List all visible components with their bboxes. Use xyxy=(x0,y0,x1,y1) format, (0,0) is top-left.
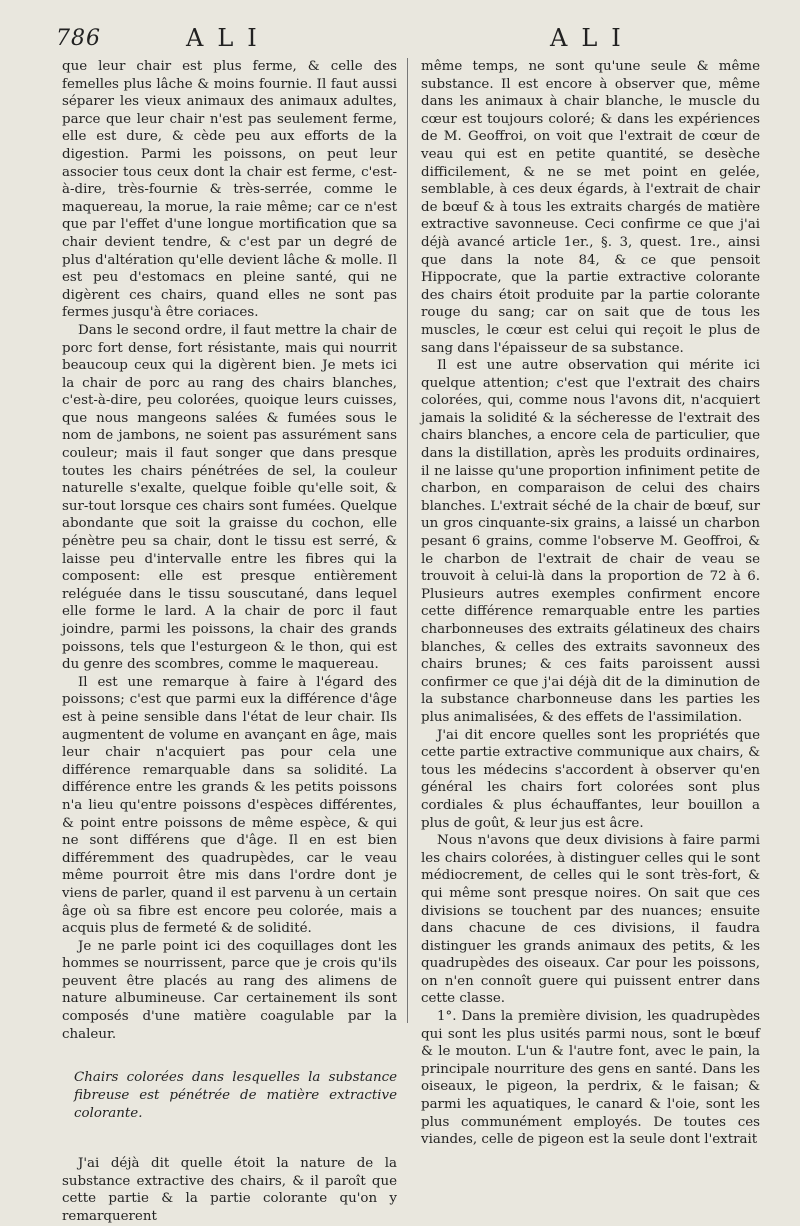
column-divider xyxy=(407,58,408,1023)
paragraph: Dans le second ordre, il faut mettre la chair de porc fort dense, fort résistante, mais qui nourrit beaucoup ceux qui la digèrent bien. Je mets ici la chair de porc au rang des chairs blanches, c'est-à-dire, peu colorées, quoique leurs cuisses, que nous mangeons salées & fumées sous le nom de jambons, ne soient pas assurément sans couleur; mais il faut songer que dans presque toutes les chairs pénétrées de sel, la couleur naturelle s'exalte, quelque foible qu'elle soit, & sur-tout lorsque ces chairs sont fumées. Quelque abondante que soit la graisse du cochon, elle pénètre peu sa chair, dont le tissu est serré, & laisse peu d'intervalle entre les fibres qui la composent: elle est presque entièrement reléguée dans le tissu souscutané, dans lequel elle forme le lard. A la chair de porc il faut joindre, parmi les poissons, la chair des grands poissons, tels que l'esturgeon & le thon, qui est du genre des scombres, comme le maquereau. xyxy=(62,322,397,673)
paragraph: Je ne parle point ici des coquillages dont les hommes se nourrissent, parce que je crois qu'ils peuvent être placés au rang des alimens de nature albumineuse. Car certainement ils sont composés d'une matière coagulable par la chaleur. xyxy=(62,938,397,1042)
running-title-left: ALI xyxy=(186,24,271,52)
paragraph: Il est une autre observation qui mérite ici quelque attention; c'est que l'extrait des chairs colorées, qui, comme nous l'avons dit, n'acquiert jamais la solidité & la sécheresse de l'extrait des chairs blanches, a encore cela de particulier, que dans la distillation, après les produits ordinaires, il ne laisse qu'une proportion infiniment petite de charbon, en comparaison de celui des chairs blanches. L'extrait séché de la chair de bœuf, sur un gros cinquante-six grains, a laissé un charbon pesant 6 grains, comme l'observe M. Geoffroi, & le charbon de l'extrait de chair de veau se trouvoit à celui-là dans la proportion de 72 à 6. Plusieurs autres exemples confirment encore cette différence remarquable entre les parties charbonneuses des extraits gélatineux des chairs blanches, & celles des extraits savonneux des chairs brunes; & ces faits paroissent aussi confirmer ce que j'ai déjà dit de la diminution de la substance charbonneuse dans les parties les plus animalisées, & des effets de l'assimilation. xyxy=(421,358,760,725)
paragraph: 1°. Dans la première division, les quadrupèdes qui sont les plus usités parmi nous, sont le bœuf & le mouton. L'un & l'autre font, avec le pain, la principale nourriture des gens en santé. Dans les oiseaux, le pigeon, la perdrix, & le faisan; & parmi les aquatiques, le canard & l'oie, sont les plus communément employés. De toutes ces viandes, celle de pigeon est la seule dont l'extrait xyxy=(421,1009,760,1148)
paragraph: J'ai dit encore quelles sont les propriétés que cette partie extractive communique aux chairs, & tous les médecins s'accordent à observer qu'en général les chairs fort colorées sont plus cordiales & plus échauffantes, leur bouillon a plus de goût, & leur jus est âcre. xyxy=(421,727,760,831)
paragraph: Nous n'avons que deux divisions à faire parmi les chairs colorées, à distinguer celles qui le sont médiocrement, de celles qui le sont très-fort, & qui même sont presque noires. On sait que ces divisions se touchent par des nuances; ensuite dans chacune de ces divisions, il faudra distinguer les grands animaux des petits, & les quadrupèdes des oiseaux. Car pour les poissons, on n'en connoît guere qui puissent entrer dans cette classe. xyxy=(421,833,760,1007)
paragraph: que leur chair est plus ferme, & celle des femelles plus lâche & moins fournie. Il faut aussi séparer les vieux animaux des animaux adultes, parce que leur chair n'est pas seulement ferme, elle est dure, & cède peu aux efforts de la digestion. Parmi les poissons, on peut leur associer tous ceux dont la chair est ferme, c'est-à-dire, très-fournie & très-serrée, comme le maquereau, la morue, la raie même; car ce n'est que par l'effet d'une longue mortification que sa chair devient tendre, & c'est par un degré de plus d'altération qu'elle devient lâche & molle. Il est peu d'estomacs en pleine santé, qui ne digèrent ces chairs, quand elles ne sont pas fermes jusqu'à être coriaces. xyxy=(62,59,397,321)
paragraph: même temps, ne sont qu'une seule & même substance. Il est encore à observer que, même dans les animaux à chair blanche, le muscle du cœur est toujours coloré; & dans les expériences de M. Geoffroi, on voit que l'extrait de cœur de veau qui est en petite quantité, se desèche difficilement, & ne se met point en gelée, semblable, à ces deux égards, à l'extrait de chair de bœuf & à tous les extraits chargés de matière extractive savonneuse. Ceci confirme ce que j'ai déjà avancé article 1er., §. 3, quest. 1re., ainsi que dans la note 84, & ce que pensoit Hippocrate, que la partie extractive colorante des chairs étoit produite par la partie colorante rouge du sang; car on sait que de tous les muscles, le cœur est celui qui reçoit le plus de sang dans l'épaisseur de sa substance. xyxy=(421,59,760,356)
running-title-right: ALI xyxy=(550,24,635,52)
paragraph: J'ai déjà dit quelle étoit la nature de la substance extractive des chairs, & il paroît que cette partie & la partie colorante qu'on y remarquerent xyxy=(62,1156,397,1225)
section-heading: Chairs colorées dans lesquelles la substance fibreuse est pénétrée de matière extractive colorante. xyxy=(74,1070,397,1122)
left-column xyxy=(62,58,397,1226)
running-header xyxy=(0,22,800,62)
page-number: 786 xyxy=(56,26,101,51)
paragraph: Il est une remarque à faire à l'égard des poissons; c'est que parmi eux la différence d'âge est à peine sensible dans l'état de leur chair. Ils augmentent de volume en avançant en âge, mais leur chair n'acquiert pas pour cela une différence remarquable dans sa solidité. La différence entre les grands & les petits poissons n'a lieu qu'entre poissons d'espèces différentes, & point entre poissons de même espèce, & qui ne sont différens que d'âge. Il en est bien différemment des quadrupèdes, car le veau même pourroit être mis dans l'ordre dont je viens de parler, quand il est parvenu à un certain âge où sa fibre est encore peu colorée, mais a acquis plus de fermeté & de solidité. xyxy=(62,674,397,937)
right-column xyxy=(421,58,760,1149)
